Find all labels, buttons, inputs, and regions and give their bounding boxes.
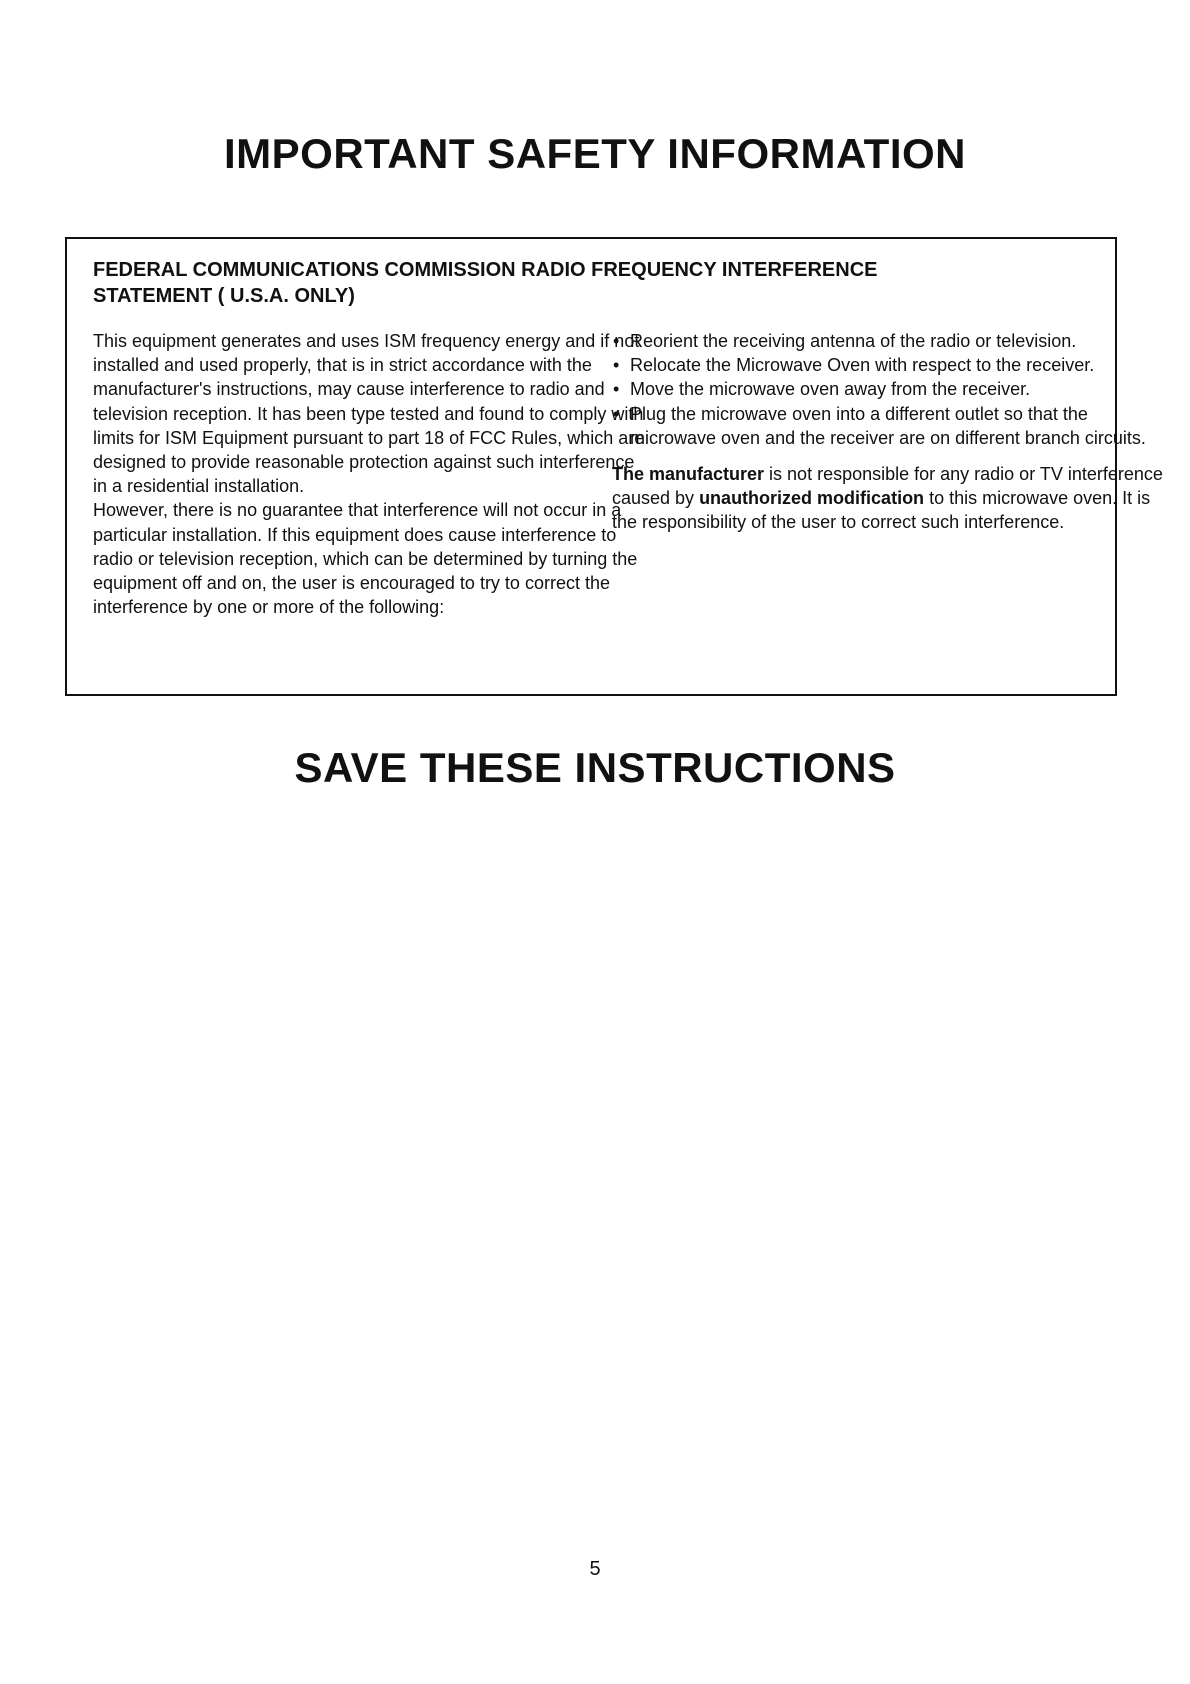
fcc-heading-line1: FEDERAL COMMUNICATIONS COMMISSION RADIO FREQUENCY INTERFERENCE — [93, 259, 878, 281]
fcc-right-column — [612, 329, 1177, 535]
disclaimer-bold-mid: unauthorized modification — [699, 488, 925, 509]
page-title: IMPORTANT SAFETY INFORMATION — [224, 130, 966, 177]
disclaimer-text-b: to this microwave oven. It is the responsibility of the user to correct such interference. — [612, 488, 1151, 533]
save-instructions-title: SAVE THESE INSTRUCTIONS — [294, 744, 896, 791]
page-number: 5 — [589, 1558, 601, 1580]
remedy-item: • Move the microwave oven away from the receiver. — [612, 377, 1177, 401]
remedy-item: • Plug the microwave oven into a different outlet so that the microwave oven and the receiver are on different branch circuits. — [612, 402, 1177, 450]
remedy-item: • Reorient the receiving antenna of the radio or television. — [612, 329, 1177, 353]
fcc-paragraph-2: However, there is no guarantee that interference will not occur in a particular installation. If this equipment does cause interference to radio or television reception, which can be determined by turning the equipment off and on, the user is encouraged to try to correct the interference by one or more of the following: — [93, 500, 638, 618]
fcc-left-column — [93, 329, 653, 619]
remedy-item: • Relocate the Microwave Oven with respect to the receiver. — [612, 353, 1177, 377]
disclaimer-text-a: is not responsible for any radio or TV interference caused by — [612, 464, 1163, 509]
manufacturer-disclaimer — [612, 462, 1177, 535]
fcc-heading-line2: STATEMENT ( U.S.A. ONLY) — [93, 285, 355, 307]
remedy-list — [612, 329, 1177, 450]
disclaimer-bold-lead: The manufacturer — [612, 464, 765, 485]
fcc-heading — [93, 257, 1093, 309]
fcc-paragraph-1: This equipment generates and uses ISM frequency energy and if not installed and used properly, that is in strict accordance with the manufacturer's instructions, may cause interference to radio and television reception. It has been type tested and found to comply with limits for ISM Equipment pursuant to part 18 of FCC Rules, which are designed to provide reasonable protection against such interference in a residential installation. — [93, 331, 645, 497]
fcc-statement-box — [65, 237, 1163, 696]
